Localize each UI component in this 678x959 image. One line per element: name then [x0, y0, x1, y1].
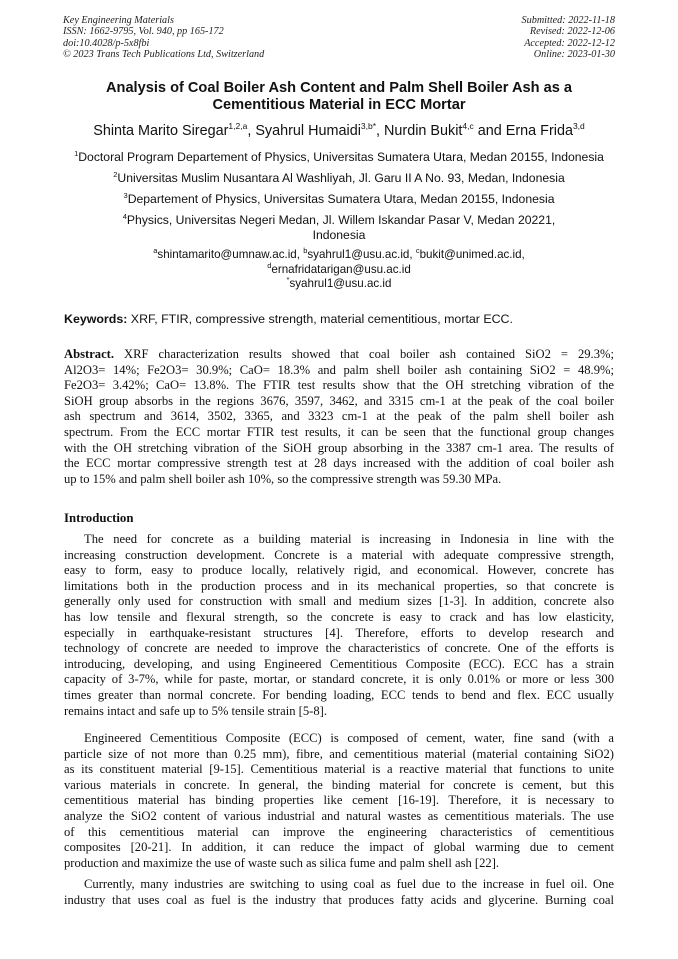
paragraph-line: introducing, developing, and using Engineered Cementitious Composite (ECC). ECC has a strain — [64, 656, 614, 671]
email-mark: d — [267, 260, 272, 270]
email-mark: a — [153, 246, 158, 255]
intro-paragraph-3 — [64, 877, 614, 908]
author-separator: , — [247, 123, 256, 139]
copyright-line: © 2023 Trans Tech Publications Ltd, Switzerland — [63, 49, 265, 61]
paragraph-line: various materials in concrete. In general, the binding material for concrete is cement, but this — [64, 777, 614, 792]
abstract-line: up to 15% and palm shell boiler ash 10%, so the compressive strength was 59.30 MPa. — [64, 471, 502, 486]
paragraph-line: generally only used for construction with small and medium sizes [1-3]. In addition, concrete also — [64, 594, 614, 609]
author-affiliation-mark: 1,2,a — [228, 121, 248, 131]
paragraph-line: The need for concrete as a building material is increasing in Indonesia in line with the — [84, 532, 614, 546]
keywords-label: Keywords: — [64, 312, 128, 326]
doi-line[interactable]: doi:10.4028/p-5x8fbi — [63, 37, 150, 49]
affiliation-number: 1 — [74, 149, 79, 158]
revised-date: Revised: 2022-12-06 — [529, 26, 615, 38]
keywords — [64, 312, 513, 327]
paragraph-line: production and maximize the use of waste such as silica fume and palm shell ash [22]. — [64, 855, 500, 870]
paragraph-line: industry that uses coal as fuel is the industry that produces fatty acids and glycerine. Burning coal — [64, 892, 614, 907]
author-name: Nurdin Bukit — [384, 123, 463, 139]
paragraph-line: cementitious material has binding properties like cement [16-19]. Therefore, it is necessary to — [64, 793, 614, 808]
submission-dates — [522, 15, 615, 61]
paragraph-line: particle size of not more than 0.25 mm), fibre, and cementitious material (material containing SiO2) — [64, 746, 614, 761]
affiliation-text: Universitas Muslim Nusantara Al Washliyah, Jl. Garu II A No. 93, Medan, Indonesia — [117, 171, 565, 185]
abstract-line: ash spectrum and 3614, 3502, 3365, and 3323 cm-1 at the peak of the palm shell boiler ash — [64, 409, 614, 424]
email-address[interactable]: syahrul1@usu.ac.id — [289, 277, 392, 290]
accepted-date: Accepted: 2022-12-12 — [524, 37, 615, 49]
abstract-line: with the OH stretching vibration of the SiOH group absorbing in the 3387 cm-1 area. The results of — [64, 440, 614, 455]
affiliation-2 — [40, 171, 638, 186]
email-address[interactable]: bukit@unimed.ac.id, — [419, 248, 525, 261]
paragraph-line: Currently, many industries are switching to using coal as fuel due to the increase in fuel oil. One — [84, 877, 614, 891]
paragraph-line: easy to form, easy to produce locally, relatively rigid, and economical. However, concrete has — [64, 563, 614, 578]
submitted-date: Submitted: 2022-11-18 — [521, 15, 615, 26]
paragraph-line: capacity of 3-7%, while for paste, mortar, or standard concrete, it is only 0.01% or more or less 300 — [64, 672, 614, 687]
title-line-2: Cementitious Material in ECC Mortar — [212, 97, 466, 113]
abstract-label: Abstract. — [64, 347, 115, 361]
paragraph-line: technology of concrete are needed to improve the characteristics of concrete. One of the efforts is — [64, 641, 614, 656]
paragraph-line: analyze the SiO2 content of various industrial and natural wastes as cementitious materials. The use — [64, 808, 614, 823]
journal-name: Key Engineering Materials — [63, 15, 174, 26]
keywords-text: XRF, FTIR, compressive strength, material cementitious, mortar ECC. — [127, 312, 513, 326]
paragraph-line: of this cementitious material can improve the engineering characteristics of cementitious — [64, 824, 614, 839]
author-name: Shinta Marito Siregar — [93, 123, 229, 139]
affiliation-continuation: Indonesia — [312, 228, 366, 242]
paragraph-line: as its constituent material [9-15]. Cementitious material is a reactive material that functions to unite — [64, 762, 614, 777]
author-list — [40, 122, 638, 140]
paragraph-line: limitations both in the production process and in its mechanical properties, so that concrete is — [64, 578, 614, 593]
affiliation-1 — [40, 150, 638, 165]
issn-line: ISSN: 1662-9795, Vol. 940, pp 165-172 — [63, 26, 224, 38]
email-address[interactable]: shintamarito@umnaw.ac.id, — [157, 248, 304, 261]
author-name: Erna Frida — [505, 123, 573, 139]
abstract-line: SiOH group absorbs in the regions 3676, 3597, 3462, and 3315 cm-1 at the peak of the coal boiler — [64, 393, 614, 408]
affiliation-text: Departement of Physics, Universitas Sumatera Utara, Medan 20155, Indonesia — [127, 192, 555, 206]
author-name: Syahrul Humaidi — [255, 123, 361, 139]
author-affiliation-mark: 4,c — [462, 121, 474, 131]
title-line-1: Analysis of Coal Boiler Ash Content and Palm Shell Boiler Ash as a — [105, 80, 573, 96]
affiliation-3 — [40, 192, 638, 207]
intro-paragraph-1 — [64, 532, 614, 719]
author-affiliation-mark: 3,b* — [360, 121, 377, 131]
intro-paragraph-2 — [64, 731, 614, 871]
email-address[interactable]: ernafridatarigan@usu.ac.id — [271, 262, 411, 276]
affiliation-4 — [40, 213, 638, 243]
corresponding-mark: * — [286, 275, 290, 284]
email-address[interactable]: syahrul1@usu.ac.id, — [307, 248, 416, 261]
abstract-line: spectrum. From the ECC mortar FTIR test results, it can be seen that the functional group changes — [64, 424, 614, 439]
affiliation-text: Physics, Universitas Negeri Medan, Jl. Willem Iskandar Pasar V, Medan 20221, — [126, 213, 556, 227]
author-separator: and — [473, 123, 506, 139]
affiliation-number: 2 — [113, 170, 118, 179]
paragraph-line: remains intact and safe up to 5% tensile strain [5-8]. — [64, 703, 327, 718]
abstract-line: Al2O3= 14%; Fe2O3= 30.9%; CaO= 18.3% and palm shell boiler ash containing SiO2 = 48.9%; — [64, 362, 614, 377]
online-date: Online: 2023-01-30 — [533, 49, 615, 61]
author-affiliation-mark: 3,d — [572, 121, 585, 131]
email-mark: c — [415, 246, 420, 255]
paragraph-line: has low tensile and flexural strength, so the concrete is easy to crack and has low elasticity, — [64, 609, 614, 624]
paragraph-line: increasing construction development. Concrete is a material with adequate compressive strength, — [64, 547, 614, 562]
paragraph-line: composites [20-21]. In addition, it can reduce the impact of global warming due to cement — [64, 840, 614, 855]
email-mark: b — [303, 246, 308, 255]
paragraph-line: especially in earthquake-resistant structures [4]. Therefore, efforts to develop research and — [64, 625, 614, 640]
abstract-line: Fe2O3= 3.42%; CaO= 13.8%. The FTIR test results show that the OH stretching vibration of the — [64, 378, 614, 393]
affiliation-number: 3 — [123, 191, 128, 200]
paragraph-line: Engineered Cementitious Composite (ECC) is composed of cement, water, fine sand (with a — [84, 731, 614, 745]
affiliation-text: Doctoral Program Departement of Physics, Universitas Sumatera Utara, Medan 20155, Indonesia — [78, 150, 604, 164]
section-heading-introduction: Introduction — [64, 511, 134, 525]
abstract-line: the ECC mortar compressive strength test at 28 days increased with the addition of coal boiler ash — [64, 456, 614, 471]
paragraph-line: times greater than normal concrete. For bending loading, ECC tends to bend and flex. ECC usually — [64, 687, 614, 702]
author-emails — [40, 248, 638, 292]
paper-title — [70, 80, 608, 114]
affiliation-number: 4 — [122, 212, 127, 221]
journal-info — [63, 15, 264, 61]
abstract-line: Abstract. XRF characterization results showed that coal boiler ash contained SiO2 = 29.3%; — [64, 347, 614, 361]
abstract — [64, 347, 614, 487]
author-separator: , — [376, 123, 385, 139]
